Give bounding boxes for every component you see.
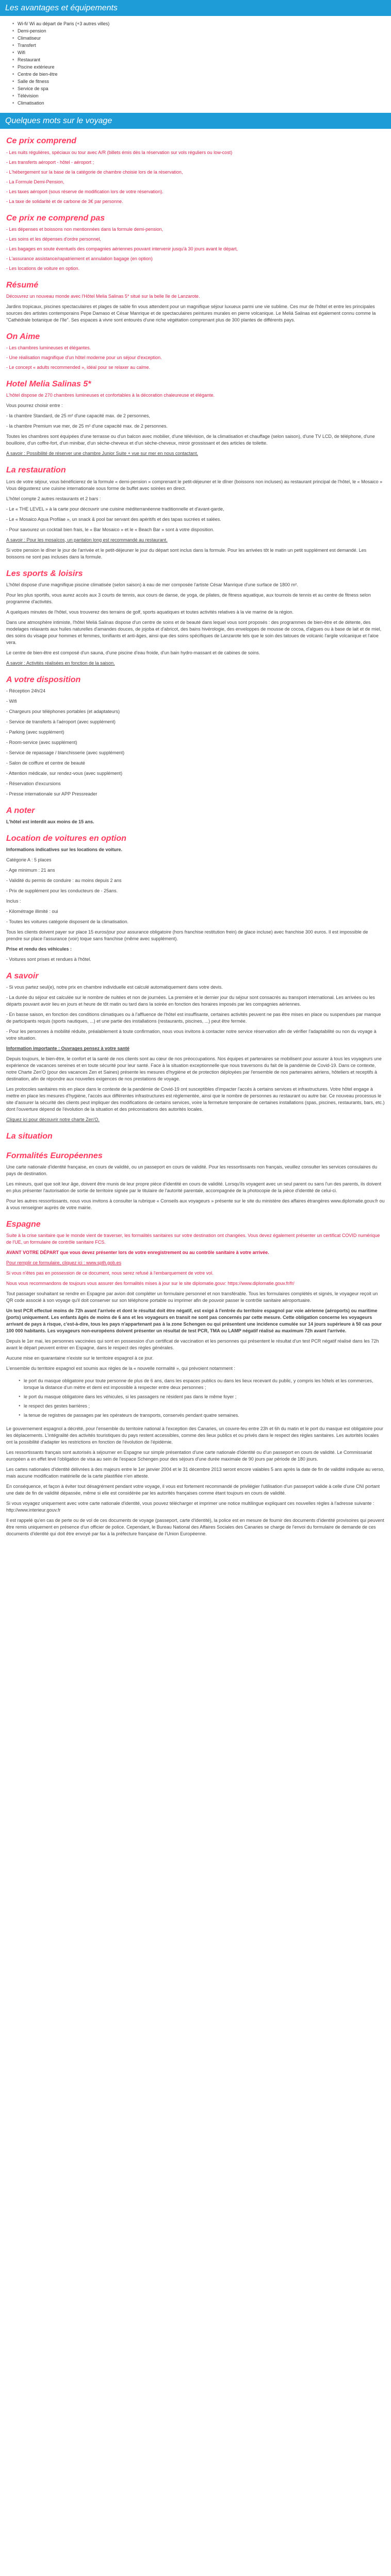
section-title-prix-ne-comprend-pas: Ce prix ne comprend pas [6,213,105,223]
advantages-list [0,16,391,113]
prix-ne-comprend-line: - Les locations de voiture en option. [6,265,80,271]
prix-comprend-line: - La taxe de solidarité et de carbone de 3€ par personne. [6,198,123,204]
formalites-text: Pour les autres ressortissants, nous vous invitons à consulter la rubrique « Conseils aux voyageurs » présente sur le site du ministère des affaires étrangères www.diplomatie.gouv.fr ou à vous renseigner auprès de votre mairie. [6,1198,385,1210]
gov-text: Il est rappelé qu'en cas de perte ou de vol de ces documents de voyage (passeport, carte d'identité), la police est en mesure de fournir des documents d'identité provisoires qui peuvent être remis uniquement en présence d'un officier de police. Cependant, le Bureau National des Affaires Sociales des Canaries se charge de l'envoi du formulaire de demande de ces documents d'identité qui doit être envoyé par fax à la préfecture française de l'Union Européenne. [6,1518,384,1536]
dispo-item: - Room-service (avec supplément) [6,739,77,745]
list-item: ■ Salle de fitness [12,78,379,85]
section-title-sports-loisirs: Les sports & loisirs [6,569,83,578]
dispo-item: - Attention médicale, sur rendez-vous (avec supplément) [6,770,123,776]
hotel-text: Toutes les chambres sont équipées d'une terrasse ou d'un balcon avec mobilier, d'une télévision, de la climatisation et chauffage (selon saison), d'une TV LCD, de téléphone, d'une bouilloire, d'un coffre-fort, d'un minibar, d'un sèche-cheveux et d'un sèche-cheveux, miroir grossissant et des articles de toilette. [6,434,375,446]
dispo-item: - Parking (avec supplément) [6,729,64,735]
resto-lead: Lors de votre séjour, vous bénéficierez de la formule « demi-pension » comprenant le petit-déjeuner et le dîner (boissons non incluses) au restaurant principal de l'hôtel, le « Mosaico » Vous dégusterez une cuisine internationale sous forme de buffet avec soirées en direct. [6,479,383,491]
location-line: Catégorie A : 5 places [6,857,52,863]
list-item: ■ Restaurant [12,56,379,63]
resto-item: - Le « Mosaico Aqua Profilae », un snack & pool bar servant des apéritifs et des tapas sucrées et salées. [6,516,221,522]
prix-ne-comprend-line: - Les dépenses et boissons non mentionnées dans la formule demi-pension, [6,226,164,232]
prix-comprend-line: - La Formule Demi-Pension, [6,179,64,184]
section-title-a-savoir: A savoir [6,972,39,981]
section-title-formalites: Formalités Européennes [6,1151,103,1160]
dispo-item: - Service de transferts à l'aéroport (avec supplément) [6,719,116,724]
section-title-a-votre-disposition: A votre disposition [6,675,81,684]
list-item: ■ Wifi [12,49,379,56]
location-line: - Prix de supplément pour les conducteurs de - 25ans. [6,888,118,894]
gov-text: Les cartes nationales d'identité délivrées à des majeurs entre le 1er janvier 2004 et le 31 décembre 2013 seront encore valables 5 ans après la date de fin de validité indiquée au verso, mais aucune modification matérielle de la carte plastifiée n'en atteste. [6,1467,385,1479]
resto-bars: - Pour savourez un cocktail bien frais, le « Bar Mosaico » et le « Beach Bar » sont à votre disposition. [6,527,215,532]
resto-note-2: Si votre pension le dîner le jour de l'arrivée et le petit-déjeuner le jour du départ sont inclus dans la formule. Pour les arrivées tôt le matin un petit supplément est demandé. Les boissons ne sont pas incluses dans la formule. [6,547,367,560]
location-rendu-title: Prise et rendu des véhicules : [6,946,72,952]
location-incl-line: - Kilométrage illimité : oui [6,909,58,914]
section-title-restauration: La restauration [6,466,66,475]
advantages-banner: Les avantages et équipements [0,0,391,16]
on-aime-line: - Le concept « adults recommended », idéal pour se relaxer au calme. [6,365,151,370]
noter-text: L'hôtel est interdit aux moins de 15 ans. [6,819,94,825]
sport-text: Le centre de bien-être est composé d'un sauna, d'une piscine d'eau froide, d'un bain hydro-massant et de cabines de soins. [6,650,260,655]
voyage-content [0,129,391,1551]
list-item: ■ Télévision [12,92,379,99]
location-incl-title: Inclus : [6,899,21,904]
hotel-line: - la chambre Standard, de 25 m² d'une capacité max. de 2 personnes, [6,413,150,419]
prix-comprend-line: - Les transferts aéroport - hôtel - aéroport ; [6,159,94,165]
section-title-on-aime: On Aime [6,332,40,341]
list-item: ■ Climatisation [12,99,379,107]
passenger-text: Un test PCR effectué moins de 72h avant l'arrivée et dont le résultat doit être négatif, est exigé à l'entrée du territoire espagnol par voie aérienne (aéroports) ou maritime (ports) uniquement. Les enfants âgés de moins de 6 ans et les voyageurs en transit ne sont pas concernés par cette mesure. Cette obligation concerne les voyageurs arrivant de pays à risque, c'est-à-dire, tous les pays n'appartenant pas à la zone Schengen ou qui présentent une incidence cumulée sur 14 jours supérieure à 50 cas pour 100 000 habitants. Les voyageurs non-européens doivent présenter un résultat de test PCR, TMA ou LAMP négatif réalisé au maximum 72h avant l'arrivée. [6,1308,382,1333]
passenger-text: Aucune mise en quarantaine n'existe sur le territoire espagnol à ce jour. [6,1355,154,1361]
hotel-lead: L'hôtel dispose de 270 chambres lumineuses et confortables à la décoration chaleureuse et élégante. [6,393,215,398]
sport-text: Pour les plus sportifs, vous aurez accès aux 3 courts de tennis, aux cours de danse, de yoga, de pilates, de fitness aquatique, aux tournois de tennis et au centre de fitness selon programme d'activités. [6,592,371,604]
gov-text: En conséquence, et façon à éviter tout désagrément pendant votre voyage, il vous est fortement recommandé de privilégier l'utilisation d'un passeport valide à celle d'une CNI portant une date de fin de validité dépassée, même si elle est considérée par les autorités françaises comme étant toujours en cours de validité. [6,1484,380,1496]
prix-comprend-line: - L'hébergement sur la base de la catégorie de chambre choisie lors de la réservation, [6,169,183,175]
list-item: ■ Wi-fi/ Wi au départ de Paris (+3 autres villes) [12,20,379,27]
list-item: ■ Piscine extérieure [12,63,379,71]
formalites-text: Les mineurs, quel que soit leur âge, doivent être munis de leur propre pièce d'identité en cours de validité. Lorsqu'ils voyagent avec un seul parent ou sans l'un des parents, ils doivent en plus présenter l'autorisation de sortie de territoire signée par le titulaire de l'autorité parentale, accompagnée de la photocopie de la pièce d'identité de celui-ci. [6,1181,382,1193]
passenger-text: Depuis le 1er mai, les personnes vaccinées qui sont en possession d'un certificat de vaccination et les personnes qui présentent le résultat d'un test PCR négatif réalisé dans les 72h avant le départ peuvent entrer en Espagne, dans le respect des règles générales. [6,1338,379,1350]
hotel-line: - la chambre Premium vue mer, de 25 m² d'une capacité max. de 2 personnes. [6,423,168,429]
location-incl-line: - Toutes les voitures catégorie disposent de la climatisation. [6,919,128,925]
list-item: ■ Transfert [12,42,379,49]
location-incl-text: Tous les clients doivent payer sur place 15 euros/jour pour assurance obligatoire (hors franchise restitution frein) de glace incluse) avec franchise 300 euros. Il est impossible de prendre sur place l'assurance (voir) toque sans franchise (même avec supplément). [6,929,368,942]
section-title-hotel: Hotel Melia Salinas 5* [6,380,91,389]
sport-text: Dans une atmosphère intimiste, l'hôtel Meliá Salinas dispose d'un centre de soins et de beauté dans lequel vous sont proposés : des programmes de bien-être et de détente, des modelages relaxants aux huiles naturelles d'amandes douces, de jojoba et d'abricot, des bains hivérologie, des enveloppes de mousse de cocoa, d'algues ou à base de lait et de miel, des soins du visage pour hommes et femmes, tonifiants et anti-âges, ainsi que des soins spécifiques de Lanzarote tels que le soin des tatoues de volcanic l'argile volcanique et l'aloe vera. [6,619,382,645]
covid-charte-link[interactable]: Cliquez ici pour découvrir notre charte Zen'O. [6,1117,100,1123]
section-title-situation: La situation [6,1132,53,1141]
voyage-banner: Quelques mots sur le voyage [0,113,391,129]
espagne-link[interactable]: Pour remplir ce formulaire, cliquez ici : www.spth.gob.es [6,1260,122,1265]
sport-text: A quelques minutes de l'hôtel, vous trouverez des terrains de golf, sports aquatiques et toutes activités relatives à la vie marine de la région. [6,609,294,615]
savoir-line: - La durée du séjour est calculée sur le nombre de nuitées et non de journées. La première et le dernier jour du séjour sont consacrés au transport international. Les arrivées ou les départs pouvant avoir lieu en jours et heure de tôt matin ou tard dans la soirée en fonction des horaires imposés par les compagnies aériennes. [6,995,375,1007]
list-item: ● le port du masque obligatoire pour toute personne de plus de 6 ans, dans les espaces publics ou dans les lieux recevant du public, y compris les hôtels et les commerces, lorsque la distance d'un mètre et demi est impossible à respecter entre deux personnes ; [19,1378,385,1391]
espagne-red: AVANT VOTRE DÉPART que vous devez présenter lors de votre enregistrement ou au contrôle sanitaire à votre arrivée. [6,1250,269,1255]
on-aime-line: - Les chambres lumineuses et élégantes. [6,345,91,351]
sport-lead: L'hôtel dispose d'une magnifique piscine climatisée (selon saison) à eau de mer composée l'artiste César Manrique d'une surface de 1800 m². [6,582,298,587]
location-line: - Validité du permis de conduire : au moins depuis 2 ans [6,878,122,884]
list-item: ■ Centre de bien-être [12,71,379,78]
gov-text: Le gouvernement espagnol a décrété, pour l'ensemble du territoire national à l'exception des Canaries, un couvre-feu entre 23h et 6h du matin et le port du masque est obligatoire pour les déplacements. L'intégralité des activités touristiques du pays restent accessibles, comme des lieux publics et ou privés dans le respect des règles sanitaires. Les autorités locales ont la possibilité d'adapter les restrictions en fonction de l'évolution de l'épidémie. [6,1426,383,1445]
dispo-item: - Presse internationale sur APP Pressreader [6,791,97,796]
list-item: ■ Service de spa [12,85,379,92]
list-item: ● la tenue de registres de passages par les opérateurs de transports, conservés pendant quatre semaines. [19,1412,385,1419]
formalites-lead: Une carte nationale d'identité française, en cours de validité, ou un passeport en cours de validité. Pour les ressortissants non français, veuillez consulter les services consulaires du pays de destination. [6,1164,378,1176]
prix-ne-comprend-line: - Les bagages en soute éventuels des compagnies aériennes pouvant intervenir jusqu'à 30 jours avant le départ, [6,246,238,251]
espagne-lead: Suite à la crise sanitaire que le monde vient de traverser, les formalités sanitaires sur votre destination ont changées. Vous devez également présenter un certificat COVID numérique de l'UE, un formulaire de contrôle sanitaire FCS. [6,1233,380,1245]
espagne-text: Nous vous recommandons de toujours vous assurer des formalités mises à jour sur le site diplomatie.gouv: https://www.diplomatie.gouv.fr/fr/ [6,1281,295,1286]
normalite-list [6,1376,385,1425]
covid-title: Information importante : Ouvrages pensez à votre santé [6,1046,130,1052]
list-item: ● le respect des gestes barrières ; [19,1403,385,1410]
resume-text: Jardins tropicaux, piscines spectaculaires et plages de sable fin vous attendent pour un magnifique séjour luxueux parmi une vie sublime. Ces mur de l'hôtel et entre les principales sources des artistes contemporains Pepe Damaso et César Manrique et de spectaculaires peintures murales en pierre volcanique. Le Meliá Salinas est également connu comme la "Cathédrale botanique de l'île". Ses espaces à vivre sont entourés d'une riche végétation comprenant plus de 300 plantes de différents pays. [6,303,376,323]
passenger-text: L'ensemble du territoire espagnol est soumis aux règles de la « nouvelle normalité », qui prévoient notamment : [6,1366,235,1371]
location-line: - Age minimum : 21 ans [6,868,55,873]
savoir-line: - En basse saison, en fonction des conditions climatiques ou à l'affluence de l'hôtel est insuffisante, certaines activités peuvent ne pas être mises en place ou suspendues par manque de participants requis (sports nautiques, ...) et une partie des installations (restaurants, piscines, ...) peut être fermée. [6,1012,381,1024]
savoir-line: - Pour les personnes à mobilité réduite, préalablement à toute confirmation, nous vous invitons à contacter notre service réservation afin de vérifier l'adaptabilité ou non du voyage à votre situation. [6,1029,377,1041]
resto-more: L'hôtel compte 2 autres restaurants et 2 bars : [6,496,101,501]
dispo-item: - Réservation d'excursions [6,781,61,786]
passenger-text: Tout passager souhaitant se rendre en Espagne par avion doit compléter un formulaire personnel et non transférable. Tous les formulaires complétés et signés, le voyageur reçoit un QR code associé à son voyage qu'il doit conserver sur son téléphone portable ou imprimer afin de pouvoir passer le contrôle sanitaire aéroportuaire. [6,1291,378,1303]
list-item: ■ Climatiseur [12,35,379,42]
prix-comprend-line: - Les taxes aéroport (sous réserve de modification lors de votre réservation). [6,189,164,194]
section-title-prix-comprend: Ce prix comprend [6,137,77,146]
dispo-item: - Service de repassage / blanchisserie (avec supplément) [6,750,125,755]
location-lead: Informations indicatives sur les locations de voiture. [6,847,123,853]
dispo-item: - Salon de coiffure et centre de beauté [6,760,85,766]
section-title-a-noter: A noter [6,806,35,815]
espagne-text: Si vous n'êtes pas en possession de ce document, nous serez refusé à l'embarquement de votre vol. [6,1270,214,1276]
section-title-espagne: Espagne [6,1219,41,1229]
resume-lead: Découvrez un nouveau monde avec l'Hôtel Melia Salinas 5* situé sur la belle île de Lanzarote. [6,293,200,299]
resto-note: A savoir : Pour les mosaïcos, un pantalon long est recommandé au restaurant. [6,537,168,543]
list-item: ● le port du masque obligatoire dans les véhicules, si les passagers ne résident pas dans le même foyer ; [19,1394,385,1400]
list-item: ■ Demi-pension [12,27,379,35]
savoir-line: - Si vous partez seul(e), notre prix en chambre individuelle est calculé automatiquement dans votre devis. [6,985,223,990]
prix-comprend-line: - Les nuits régulières, spéciaux ou tour avec A/R (billets émis dès la réservation sur vols réguliers ou low-cost) [6,149,233,155]
gov-text: Si vous voyagez uniquement avec votre carte nationale d'identité, vous pouvez télécharger et imprimer une notice multilingue expliquant ces nouvelles règles à l'adresse suivante : http://www.interieur.gouv.fr [6,1501,374,1513]
prix-ne-comprend-line: - Les soins et les dépenses d'ordre personnel, [6,236,101,242]
dispo-item: - Wifi [6,698,17,704]
prix-ne-comprend-line: - L'assurance assistance/rapatriement et annulation bagage (en option) [6,256,153,261]
covid-text: Depuis toujours, le bien-être, le confort et la santé de nos clients sont au cœur de nos préoccupations. Nos équipes et partenaires se mobilisent pour assurer à tous les voyageurs une expérience de vacances sereines et en toute sécurité pour leur santé. Face à la situation exceptionnelle que nous traversons du fait de la pandémie de Covid-19. Dans ce contexte, notre Charte Zen'O (pour des vacances Zen et Saines) présente les mesures d'hygiène et de protection déployées par l'ensemble de nos partenaires aériens, hôteliers et receptifs à destination, afin de répondre aux nouvelles exigences de nos prestations de voyage. [6,1056,382,1082]
hotel-line: Vous pourrez choisir entre : [6,403,63,409]
hotel-note: A savoir : Possibilité de réserver une chambre Junior Suite + vue sur mer en nous contactant. [6,451,198,456]
section-title-location-voitures: Location de voitures en option [6,834,126,843]
covid-text: Les protocoles sanitaires mis en place dans le contexte de la pandémie de Covid-19 ont susceptibles d'impacter l'accès à certains services et infrastructures. Votre hôtel engage à mettre en place les mesures d'hygiène, l'accès aux différentes infrastructures est règlementée, ainsi que le nombre de personnes au restaurant ou autre bar. Ce nouveau processus le site d'assurer la sécurité des clients peut impliquer des modifications de certains services, voire la fermeture temporaire de certaines installations (spas, piscines, restaurants, bars, etc.) dont l'ouverture dépend de l'évolution de la situation et des préconisations des autorités locales. [6,1087,385,1112]
dispo-item: - Réception 24h/24 [6,688,46,693]
location-rendu-text: - Voitures sont prises et rendues à l'hôtel. [6,957,91,962]
on-aime-line: - Une réalisation magnifique d'un hôtel moderne pour un séjour d'exception. [6,355,162,361]
gov-text: Les ressortissants français sont autorisés à séjourner en Espagne sur simple présentation d'une carte nationale d'identité ou d'un passeport en cours de validité. Le Commissariat européen a en effet levé l'obligation de visa au sein de l'espace Schengen pour des séjours d'une durée maximale de 90 jours par période de 180 jours. [6,1450,372,1462]
dispo-item: - Chargeurs pour téléphones portables (et adaptateurs) [6,708,120,714]
sport-note: A savoir : Activités réalisées en fonction de la saison. [6,660,115,666]
section-title-resume: Résumé [6,280,39,290]
resto-item: - Le « THE LEVEL » à la carte pour découvrir une cuisine méditerranéenne traditionnelle et d'avant-garde, [6,506,224,512]
